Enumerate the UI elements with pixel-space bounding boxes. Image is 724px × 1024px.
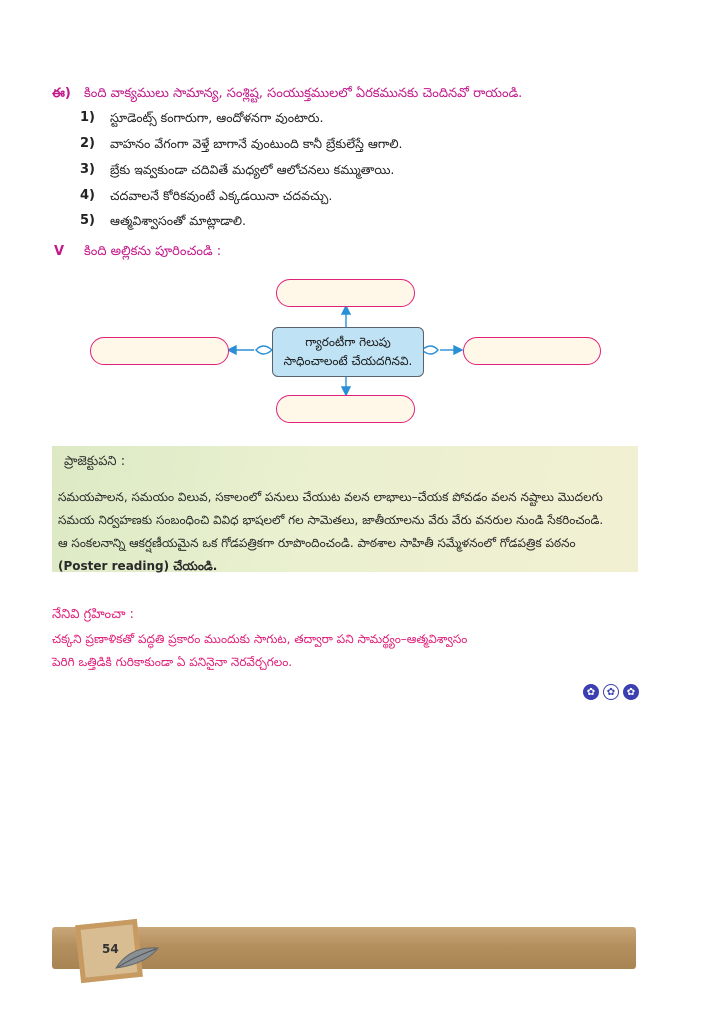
- mindmap-blank-right[interactable]: [463, 337, 601, 365]
- section-v-marker: V: [54, 244, 65, 259]
- learned-title: నేనివి గ్రహించా :: [52, 607, 134, 622]
- mindmap-center-box: [272, 327, 424, 377]
- center-line-1: గ్యారంటీగా గెలుపు: [305, 335, 391, 349]
- section-e-instruction: కింది వాక్యములు సామాన్య, సంశ్లిష్ట, సంయుక్తములలో ఏరకమునకు చెందినవో రాయండి.: [84, 86, 523, 101]
- project-line-1: సమయపాలన, సమయం విలువ, సకాలంలో పనులు చేయుట వలన లాభాలు–చేయక పోవడం వలన నష్టాలు మొదలగు: [58, 490, 603, 504]
- item-5-number: 5): [80, 213, 95, 228]
- item-2-number: 2): [80, 136, 95, 151]
- project-box: [52, 446, 638, 572]
- leaf-icon: [112, 944, 162, 972]
- section-v-instruction: కింది అల్లికను పూరించండి :: [84, 244, 222, 259]
- project-text: [58, 486, 634, 578]
- page-number: 54: [102, 942, 119, 956]
- mindmap-blank-left[interactable]: [90, 337, 229, 365]
- project-title: ప్రాజెక్టుపని :: [64, 454, 126, 469]
- mindmap-blank-bottom[interactable]: [276, 395, 415, 423]
- swirl-left-ornament: [256, 346, 272, 354]
- arrow-right-head: [454, 346, 462, 354]
- flower-icon-2: ✿: [603, 684, 619, 700]
- item-3-text: బ్రేకు ఇవ్వకుండా చదివితే మధ్యలో ఆలోచనలు కమ్ముతాయి.: [110, 162, 395, 177]
- learned-line-1: చక్కని ప్రణాళికతో పద్ధతి ప్రకారం ముందుకు సాగుట, తద్వారా పని సామర్థ్యం–ఆత్మవిశ్వాసం: [52, 632, 468, 646]
- flower-icon-3: ✿: [623, 684, 639, 700]
- item-1-number: 1): [80, 110, 95, 125]
- item-4-number: 4): [80, 188, 95, 203]
- item-3-number: 3): [80, 162, 95, 177]
- item-4-text: చదవాలనే కోరికవుంటే ఎక్కడయినా చదవచ్చు.: [110, 188, 333, 203]
- center-line-2: సాధించాలంటే చేయదగినవి.: [283, 354, 413, 368]
- project-line-4: (Poster reading) చేయండి.: [58, 559, 218, 573]
- mindmap-blank-top[interactable]: [276, 279, 415, 307]
- swirl-right-ornament: [422, 346, 438, 354]
- arrow-up-head: [342, 306, 350, 314]
- item-5-text: ఆత్మవిశ్వాసంతో మాట్లాడాలి.: [110, 213, 247, 228]
- section-e-marker: ఈ): [52, 86, 71, 101]
- item-2-text: వాహనం వేగంగా వెళ్తే బాగానే వుంటుంది కానీ బ్రేకులేస్తే ఆగాలి.: [110, 136, 403, 151]
- flower-icon-1: ✿: [583, 684, 599, 700]
- item-1-text: స్టూడెంట్స్ కంగారుగా, ఆందోళనగా వుంటారు.: [110, 110, 324, 125]
- project-line-3: ఆ సంకలనాన్ని ఆకర్షణీయమైన ఒక గోడపత్రికగా రూపొందించండి. పాఠశాల సాహితీ సమ్మేళనంలో గోడపత్రిక పఠనం: [58, 536, 576, 550]
- arrow-down-head: [342, 387, 350, 395]
- arrow-left-head: [228, 346, 236, 354]
- project-line-2: సమయ నిర్వహణకు సంబంధించి వివిధ భాషలలో గల సామెతలు, జాతీయాలను వేరు వేరు వనరుల నుండి సేకరించండి.: [58, 513, 604, 527]
- learned-line-2: పెరిగి ఒత్తిడికి గురికాకుండా ఏ పనినైనా నెరవేర్చగలం.: [52, 655, 293, 669]
